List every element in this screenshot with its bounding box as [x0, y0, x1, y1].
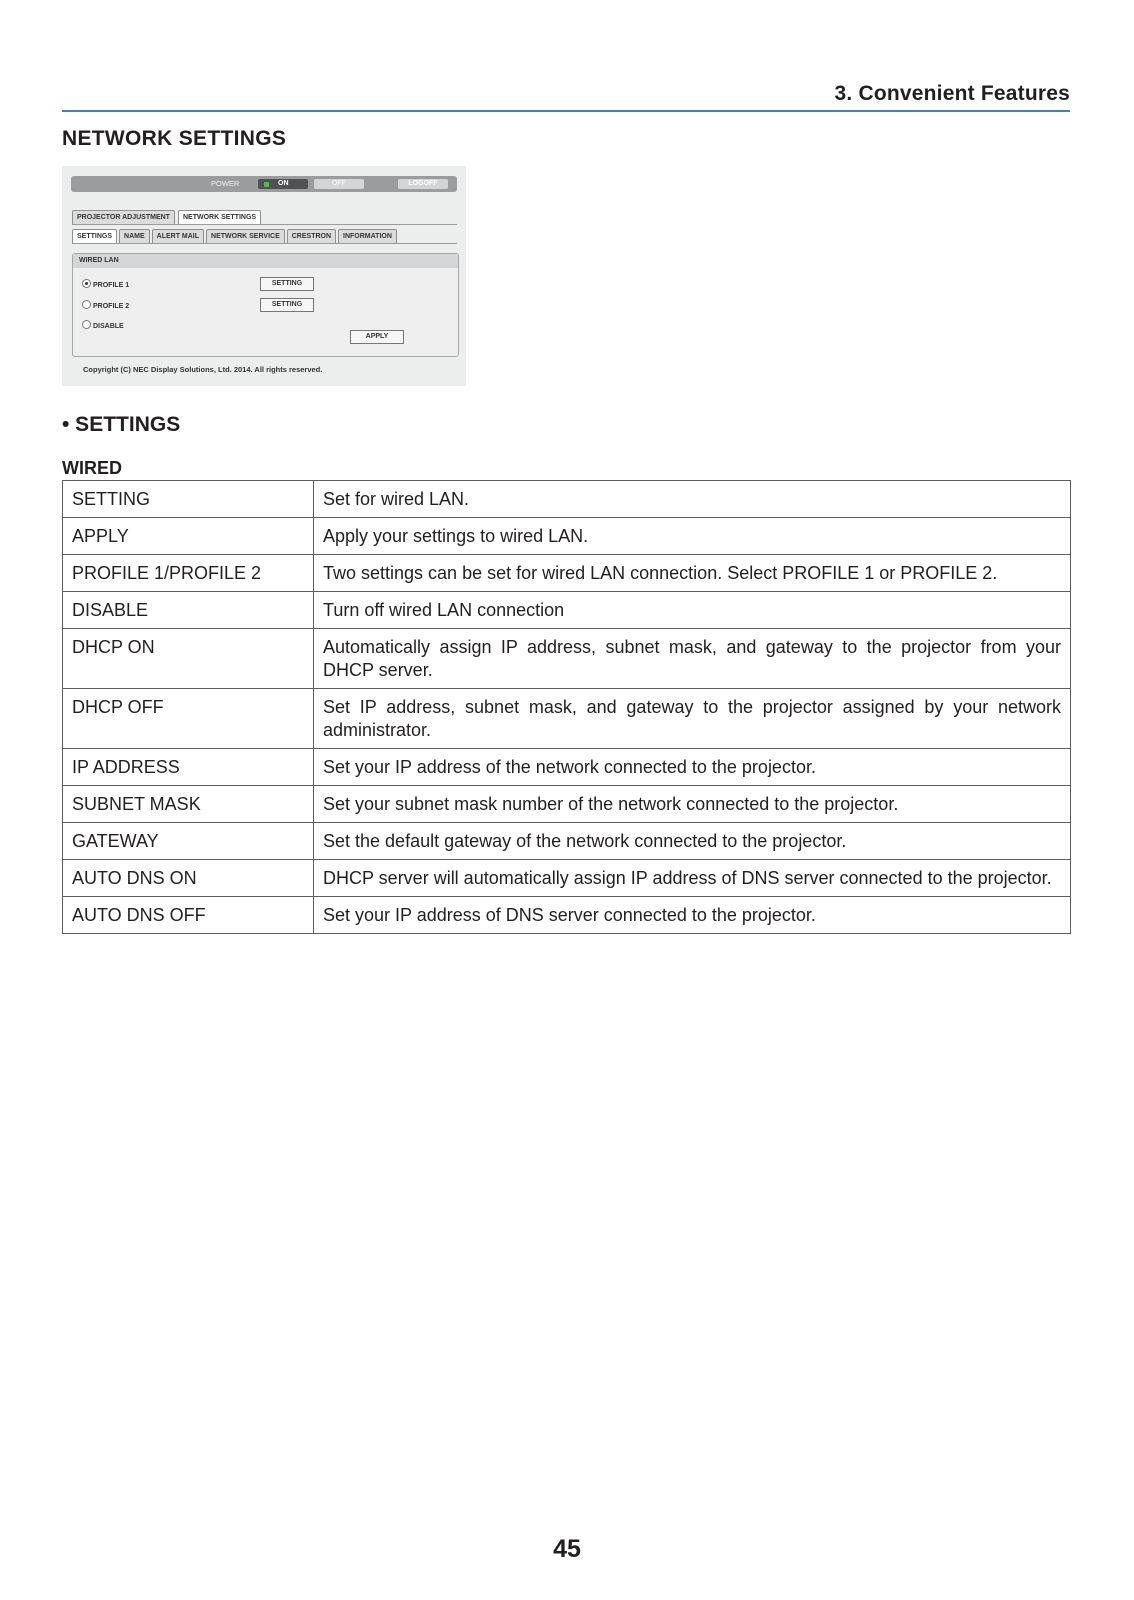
copyright-text: Copyright (C) NEC Display Solutions, Ltd. 2014. All rights reserved. [83, 365, 323, 374]
table-row [63, 823, 1071, 860]
wired-settings-table [62, 480, 1071, 934]
radio-profile-1-label: PROFILE 1 [93, 282, 130, 289]
table-row [63, 481, 1071, 518]
setting-description: Turn off wired LAN connection [314, 592, 1071, 629]
table-row [63, 860, 1071, 897]
radio-disable-label: DISABLE [93, 323, 124, 330]
main-tabs-divider [72, 224, 457, 225]
setting-term: IP ADDRESS [63, 749, 314, 786]
tab-network-settings[interactable]: NETWORK SETTINGS [178, 210, 261, 225]
radio-empty-icon [82, 300, 91, 309]
setting-description: Set for wired LAN. [314, 481, 1071, 518]
setting-term: GATEWAY [63, 823, 314, 860]
main-tabs [72, 210, 261, 224]
tab-network-service[interactable]: NETWORK SERVICE [206, 229, 285, 244]
tab-projector-adjustment[interactable]: PROJECTOR ADJUSTMENT [72, 210, 175, 225]
setting-description: Set the default gateway of the network connected to the projector. [314, 823, 1071, 860]
setting-term: SUBNET MASK [63, 786, 314, 823]
setting-description: Two settings can be set for wired LAN connection. Select PROFILE 1 or PROFILE 2. [314, 555, 1071, 592]
setting-description: Automatically assign IP address, subnet mask, and gateway to the projector from your DHCP server. [314, 629, 1071, 689]
table-row [63, 555, 1071, 592]
tab-settings[interactable]: SETTINGS [72, 229, 117, 244]
setting-term: SETTING [63, 481, 314, 518]
table-row [63, 592, 1071, 629]
radio-profile-2-label: PROFILE 2 [93, 303, 130, 310]
settings-heading: • SETTINGS [62, 413, 181, 436]
table-row [63, 518, 1071, 555]
sub-tabs [72, 229, 397, 243]
power-bar [71, 176, 457, 192]
power-off-button[interactable]: OFF [314, 179, 364, 189]
setting-description: Apply your settings to wired LAN. [314, 518, 1071, 555]
table-row [63, 689, 1071, 749]
setting-term: DISABLE [63, 592, 314, 629]
wired-subheading: WIRED [62, 458, 122, 478]
table-row [63, 786, 1071, 823]
tab-name[interactable]: NAME [119, 229, 150, 244]
setting-description: Set your IP address of DNS server connected to the projector. [314, 897, 1071, 934]
section-title: NETWORK SETTINGS [62, 127, 287, 150]
wired-lan-panel [72, 253, 459, 357]
chapter-title: 3. Convenient Features [834, 82, 1070, 105]
header-rule [62, 110, 1070, 112]
power-on-label: ON [278, 180, 289, 187]
power-indicator-icon [264, 182, 269, 187]
power-label: POWER [211, 179, 240, 188]
power-on-button[interactable] [258, 179, 308, 189]
radio-disable[interactable] [82, 320, 124, 332]
profile-1-setting-button[interactable]: SETTING [260, 277, 314, 291]
radio-selected-icon [82, 279, 91, 288]
radio-empty-icon [82, 320, 91, 329]
table-row [63, 897, 1071, 934]
logoff-button[interactable]: LOGOFF [398, 179, 448, 189]
setting-term: DHCP OFF [63, 689, 314, 749]
setting-term: DHCP ON [63, 629, 314, 689]
tab-alert-mail[interactable]: ALERT MAIL [152, 229, 204, 244]
setting-term: AUTO DNS ON [63, 860, 314, 897]
setting-term: APPLY [63, 518, 314, 555]
setting-term: PROFILE 1/PROFILE 2 [63, 555, 314, 592]
setting-description: Set IP address, subnet mask, and gateway to the projector assigned by your network administrator. [314, 689, 1071, 749]
setting-description: Set your subnet mask number of the network connected to the projector. [314, 786, 1071, 823]
table-row [63, 629, 1071, 689]
table-row [63, 749, 1071, 786]
profile-2-setting-button[interactable]: SETTING [260, 298, 314, 312]
radio-profile-1[interactable] [82, 279, 129, 291]
setting-term: AUTO DNS OFF [63, 897, 314, 934]
setting-description: DHCP server will automatically assign IP address of DNS server connected to the projector. [314, 860, 1071, 897]
setting-description: Set your IP address of the network connected to the projector. [314, 749, 1071, 786]
tab-crestron[interactable]: CRESTRON [287, 229, 336, 244]
page-number: 45 [553, 1535, 581, 1563]
wired-lan-title: WIRED LAN [73, 254, 458, 268]
radio-profile-2[interactable] [82, 300, 129, 312]
tab-information[interactable]: INFORMATION [338, 229, 397, 244]
network-settings-screenshot [62, 166, 466, 386]
sub-tabs-divider [72, 243, 457, 244]
apply-button[interactable]: APPLY [350, 330, 404, 344]
